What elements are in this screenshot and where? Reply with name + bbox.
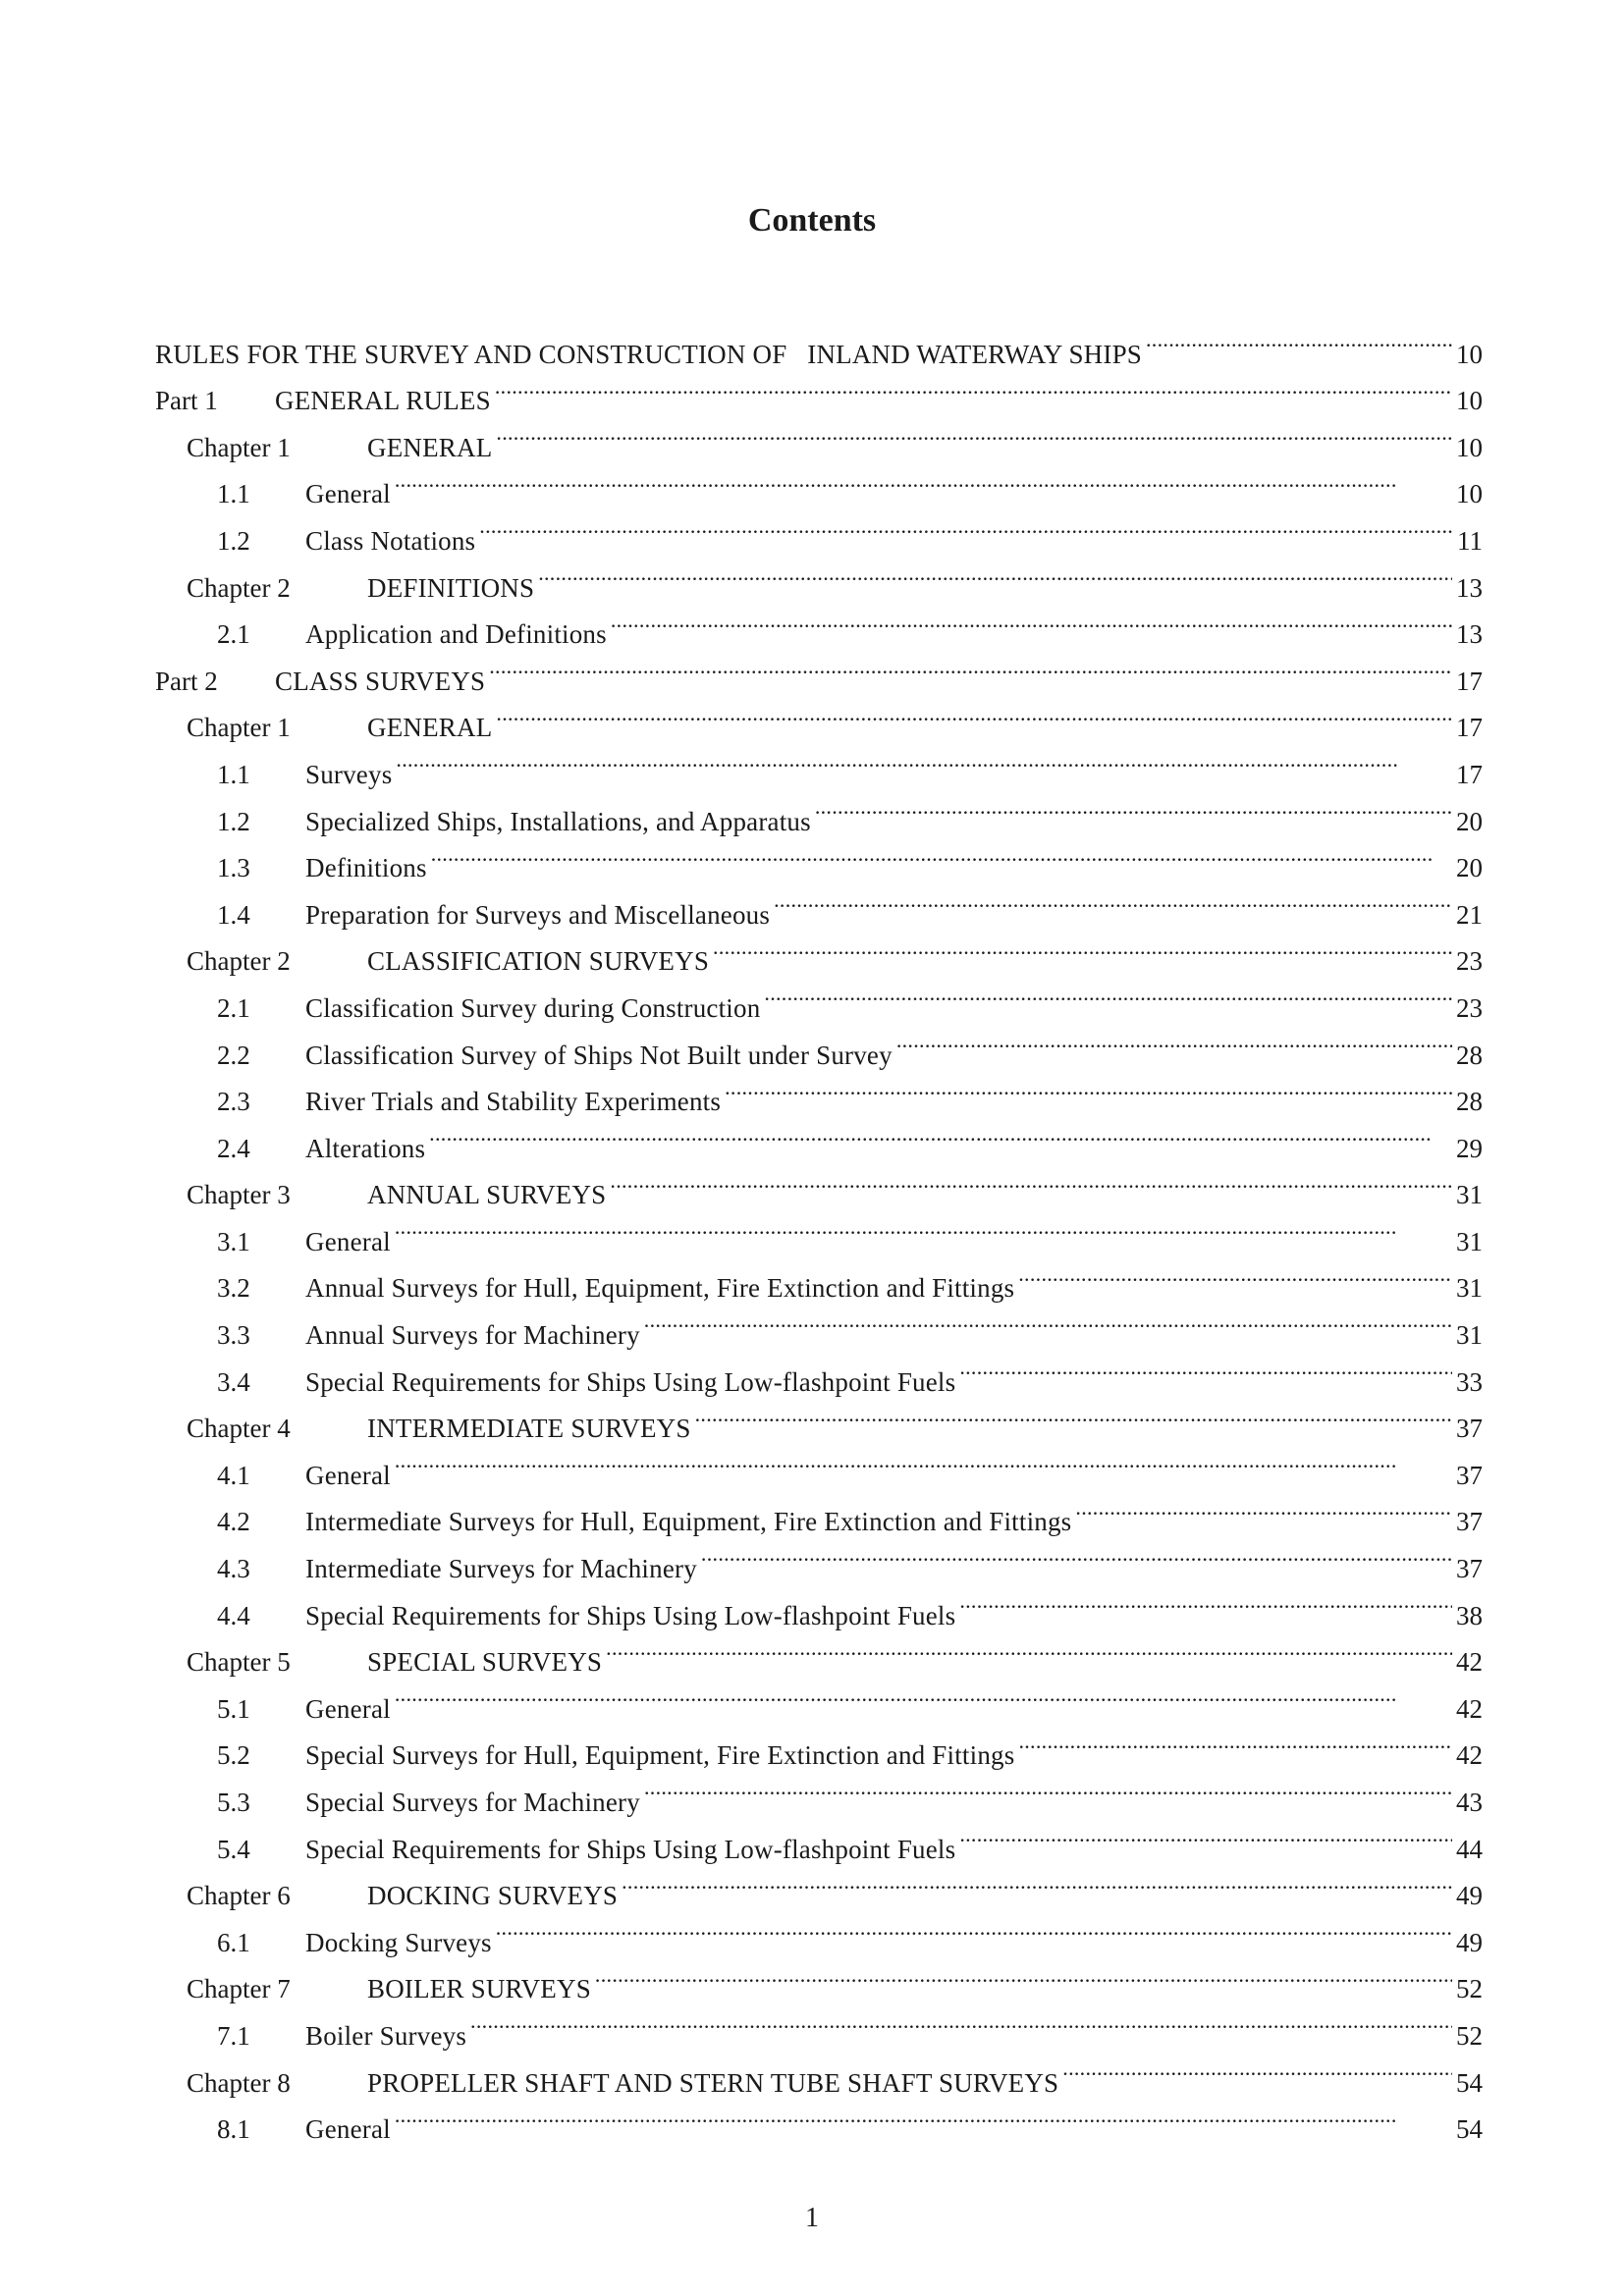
toc-entry-title: GENERAL <box>367 432 493 462</box>
toc-dot-leader <box>595 1951 1452 1999</box>
toc-entry-title: Special Requirements for Ships Using Low-flashpoint Fuels <box>305 1834 956 1864</box>
toc-entry-title: CLASS SURVEYS <box>275 666 486 696</box>
toc-entry-page: 10 <box>1456 432 1483 462</box>
toc-entry-title: Application and Definitions <box>305 619 607 650</box>
toc-dot-leader <box>896 1017 1452 1064</box>
toc-entry-number: 6.1 <box>217 1927 250 1957</box>
toc-dot-leader <box>959 1577 1452 1625</box>
page-number: 1 <box>805 2203 819 2233</box>
toc-entry-page: 10 <box>1456 479 1483 509</box>
toc-entry-page: 17 <box>1456 666 1483 696</box>
toc-dot-leader <box>395 1671 1452 1718</box>
toc-entry-title: Surveys <box>305 759 393 789</box>
toc-dot-leader <box>1062 2045 1452 2092</box>
toc-entry-page: 37 <box>1456 1460 1483 1490</box>
toc-entry-page: 13 <box>1456 572 1483 603</box>
toc-entry-title: General <box>305 1226 391 1256</box>
toc-entry-page: 17 <box>1456 713 1483 743</box>
toc-entry-number: 3.3 <box>217 1320 250 1351</box>
toc-entry-page: 11 <box>1457 525 1483 556</box>
toc-entry-number: Chapter 6 <box>187 1881 291 1911</box>
toc-entry-number: 1.1 <box>217 479 250 509</box>
toc-entry-page: 49 <box>1456 1881 1483 1911</box>
toc-entry-title: RULES FOR THE SURVEY AND CONSTRUCTION OF INLAND WATERWAY SHIPS <box>155 339 1142 369</box>
toc-entry-page: 29 <box>1456 1133 1483 1163</box>
toc-entry-title: General <box>305 2114 391 2145</box>
toc-entry-page: 10 <box>1456 339 1483 369</box>
toc-dot-leader <box>695 1391 1452 1438</box>
toc-entry-title: River Trials and Stability Experiments <box>305 1087 722 1117</box>
toc-entry-page: 28 <box>1456 1087 1483 1117</box>
toc-entry-number: 1.2 <box>217 806 250 836</box>
toc-entry-number: Chapter 2 <box>187 946 291 977</box>
toc-entry-number: Chapter 1 <box>187 713 291 743</box>
toc-entry-number: 2.3 <box>217 1087 250 1117</box>
toc-dot-leader <box>606 1625 1452 1672</box>
toc-dot-leader <box>395 456 1452 504</box>
toc-dot-leader <box>611 597 1452 644</box>
toc-entry-number: 8.1 <box>217 2114 250 2145</box>
toc-entry-title: INTERMEDIATE SURVEYS <box>367 1414 691 1444</box>
toc-entry-number: 4.2 <box>217 1507 250 1537</box>
toc-entry-number: Chapter 5 <box>187 1647 291 1678</box>
toc-entry-number: 1.4 <box>217 899 250 930</box>
toc-dot-leader <box>1018 1718 1452 1765</box>
toc-entry-title: Boiler Surveys <box>305 2020 467 2051</box>
toc-entry-page: 37 <box>1456 1414 1483 1444</box>
toc-dot-leader <box>395 1437 1452 1484</box>
page-title: Contents <box>747 202 877 239</box>
toc-dot-leader <box>644 1297 1452 1344</box>
toc-dot-leader <box>489 643 1452 690</box>
toc-entry-title: Annual Surveys for Machinery <box>305 1320 640 1351</box>
toc-dot-leader <box>644 1764 1452 1811</box>
toc-entry-number: 2.4 <box>217 1133 250 1163</box>
toc-entry-title: ANNUAL SURVEYS <box>367 1180 607 1210</box>
toc-entry-number: Chapter 3 <box>187 1180 291 1210</box>
toc-entry-title: DEFINITIONS <box>367 572 535 603</box>
toc-entry[interactable] <box>155 316 1483 369</box>
toc-dot-leader <box>538 550 1452 597</box>
toc-entry-page: 31 <box>1456 1320 1483 1351</box>
toc-entry-page: 43 <box>1456 1788 1483 1817</box>
toc-entry-title: General <box>305 1460 391 1490</box>
toc-entry-page: 37 <box>1456 1554 1483 1584</box>
toc-entry-title: General <box>305 1693 391 1724</box>
toc-entry-title: Definitions <box>305 853 427 883</box>
toc-entry-page: 49 <box>1456 1927 1483 1957</box>
toc-dot-leader <box>495 363 1452 410</box>
toc-entry-page: 10 <box>1456 386 1483 416</box>
toc-entry-number: 2.2 <box>217 1040 250 1070</box>
toc-entry-number: 3.2 <box>217 1273 250 1304</box>
toc-dot-leader <box>774 877 1452 924</box>
toc-entry-number: Chapter 4 <box>187 1414 291 1444</box>
table-of-contents <box>155 316 1483 2145</box>
toc-entry-title: Alterations <box>305 1133 426 1163</box>
toc-entry-number: Part 1 <box>155 386 218 416</box>
toc-entry-title: GENERAL <box>367 713 493 743</box>
toc-entry-title: CLASSIFICATION SURVEYS <box>367 946 710 977</box>
toc-entry-page: 23 <box>1456 992 1483 1023</box>
toc-entry-number: 5.2 <box>217 1740 250 1771</box>
toc-entry-page: 28 <box>1456 1040 1483 1070</box>
toc-entry-page: 38 <box>1456 1600 1483 1630</box>
toc-entry-page: 33 <box>1456 1366 1483 1397</box>
toc-dot-leader <box>479 503 1453 550</box>
toc-dot-leader <box>395 1203 1452 1251</box>
toc-entry-number: 5.1 <box>217 1693 250 1724</box>
toc-dot-leader <box>470 1998 1452 2045</box>
toc-entry-page: 52 <box>1456 1974 1483 2004</box>
toc-entry-page: 21 <box>1456 899 1483 930</box>
toc-dot-leader <box>1018 1251 1452 1298</box>
toc-entry-title: Special Surveys for Hull, Equipment, Fire Extinction and Fittings <box>305 1740 1015 1771</box>
toc-dot-leader <box>429 1110 1452 1157</box>
toc-entry-number: 3.1 <box>217 1226 250 1256</box>
toc-entry-title: GENERAL RULES <box>275 386 491 416</box>
toc-entry-page: 54 <box>1456 2067 1483 2098</box>
toc-dot-leader <box>496 690 1452 737</box>
toc-entry-title: Special Requirements for Ships Using Low-flashpoint Fuels <box>305 1600 956 1630</box>
toc-entry-number: Chapter 7 <box>187 1974 291 2004</box>
toc-entry-page: 42 <box>1456 1740 1483 1771</box>
toc-entry-title: BOILER SURVEYS <box>367 1974 591 2004</box>
toc-entry-title: SPECIAL SURVEYS <box>367 1647 603 1678</box>
toc-dot-leader <box>396 736 1452 783</box>
toc-dot-leader <box>496 409 1452 456</box>
toc-entry-page: 13 <box>1456 619 1483 650</box>
toc-dot-leader <box>622 1858 1452 1905</box>
toc-entry-title: Classification Survey during Construction <box>305 992 761 1023</box>
toc-dot-leader <box>1146 316 1452 363</box>
toc-entry-title: Special Requirements for Ships Using Low-flashpoint Fuels <box>305 1366 956 1397</box>
toc-entry-title: Specialized Ships, Installations, and Apparatus <box>305 806 811 836</box>
toc-dot-leader <box>431 830 1452 878</box>
toc-entry-number: 1.1 <box>217 759 250 789</box>
toc-entry-title: Preparation for Surveys and Miscellaneous <box>305 899 771 930</box>
toc-entry-page: 31 <box>1456 1180 1483 1210</box>
toc-dot-leader <box>701 1530 1452 1577</box>
toc-entry-number: 3.4 <box>217 1366 250 1397</box>
toc-entry-page: 31 <box>1456 1226 1483 1256</box>
toc-entry-number: 2.1 <box>217 619 250 650</box>
toc-entry-page: 42 <box>1456 1693 1483 1724</box>
toc-entry-number: Part 2 <box>155 666 218 696</box>
toc-dot-leader <box>725 1064 1452 1111</box>
toc-dot-leader <box>395 2092 1452 2139</box>
toc-dot-leader <box>815 783 1452 830</box>
toc-entry-number: 1.2 <box>217 525 250 556</box>
toc-dot-leader <box>1075 1484 1452 1531</box>
toc-dot-leader <box>959 1344 1452 1391</box>
toc-entry-title: Special Surveys for Machinery <box>305 1788 640 1817</box>
toc-entry-number: 2.1 <box>217 992 250 1023</box>
toc-entry-number: 4.4 <box>217 1600 250 1630</box>
toc-entry-page: 23 <box>1456 946 1483 977</box>
toc-entry-number: 5.4 <box>217 1834 250 1864</box>
toc-entry-title: General <box>305 479 391 509</box>
toc-entry-title: Classification Survey of Ships Not Built under Survey <box>305 1040 893 1070</box>
toc-entry-number: Chapter 2 <box>187 572 291 603</box>
toc-entry-number: 7.1 <box>217 2020 250 2051</box>
toc-entry-page: 54 <box>1456 2114 1483 2145</box>
toc-entry-title: Intermediate Surveys for Machinery <box>305 1554 697 1584</box>
toc-entry-page: 37 <box>1456 1507 1483 1537</box>
toc-entry-number: Chapter 8 <box>187 2067 291 2098</box>
toc-entry-title: Class Notations <box>305 525 476 556</box>
toc-dot-leader <box>764 970 1452 1017</box>
toc-entry-number: 1.3 <box>217 853 250 883</box>
toc-entry-number: Chapter 1 <box>187 432 291 462</box>
toc-dot-leader <box>713 924 1452 971</box>
toc-entry-page: 44 <box>1456 1834 1483 1864</box>
toc-dot-leader <box>959 1811 1452 1858</box>
toc-entry-page: 52 <box>1456 2020 1483 2051</box>
toc-entry-number: 4.1 <box>217 1460 250 1490</box>
toc-entry-page: 20 <box>1456 806 1483 836</box>
toc-entry-title: DOCKING SURVEYS <box>367 1881 619 1911</box>
toc-entry-page: 20 <box>1456 853 1483 883</box>
toc-entry-page: 31 <box>1456 1273 1483 1304</box>
toc-entry-title: Annual Surveys for Hull, Equipment, Fire Extinction and Fittings <box>305 1273 1015 1304</box>
toc-entry-page: 42 <box>1456 1647 1483 1678</box>
toc-entry-title: PROPELLER SHAFT AND STERN TUBE SHAFT SURVEYS <box>367 2067 1059 2098</box>
toc-dot-leader <box>610 1157 1452 1204</box>
toc-dot-leader <box>496 1904 1452 1951</box>
toc-entry-number: 5.3 <box>217 1788 250 1817</box>
toc-entry-title: Docking Surveys <box>305 1927 492 1957</box>
toc-entry-number: 4.3 <box>217 1554 250 1584</box>
toc-entry-page: 17 <box>1456 759 1483 789</box>
toc-entry-title: Intermediate Surveys for Hull, Equipment, Fire Extinction and Fittings <box>305 1507 1072 1537</box>
